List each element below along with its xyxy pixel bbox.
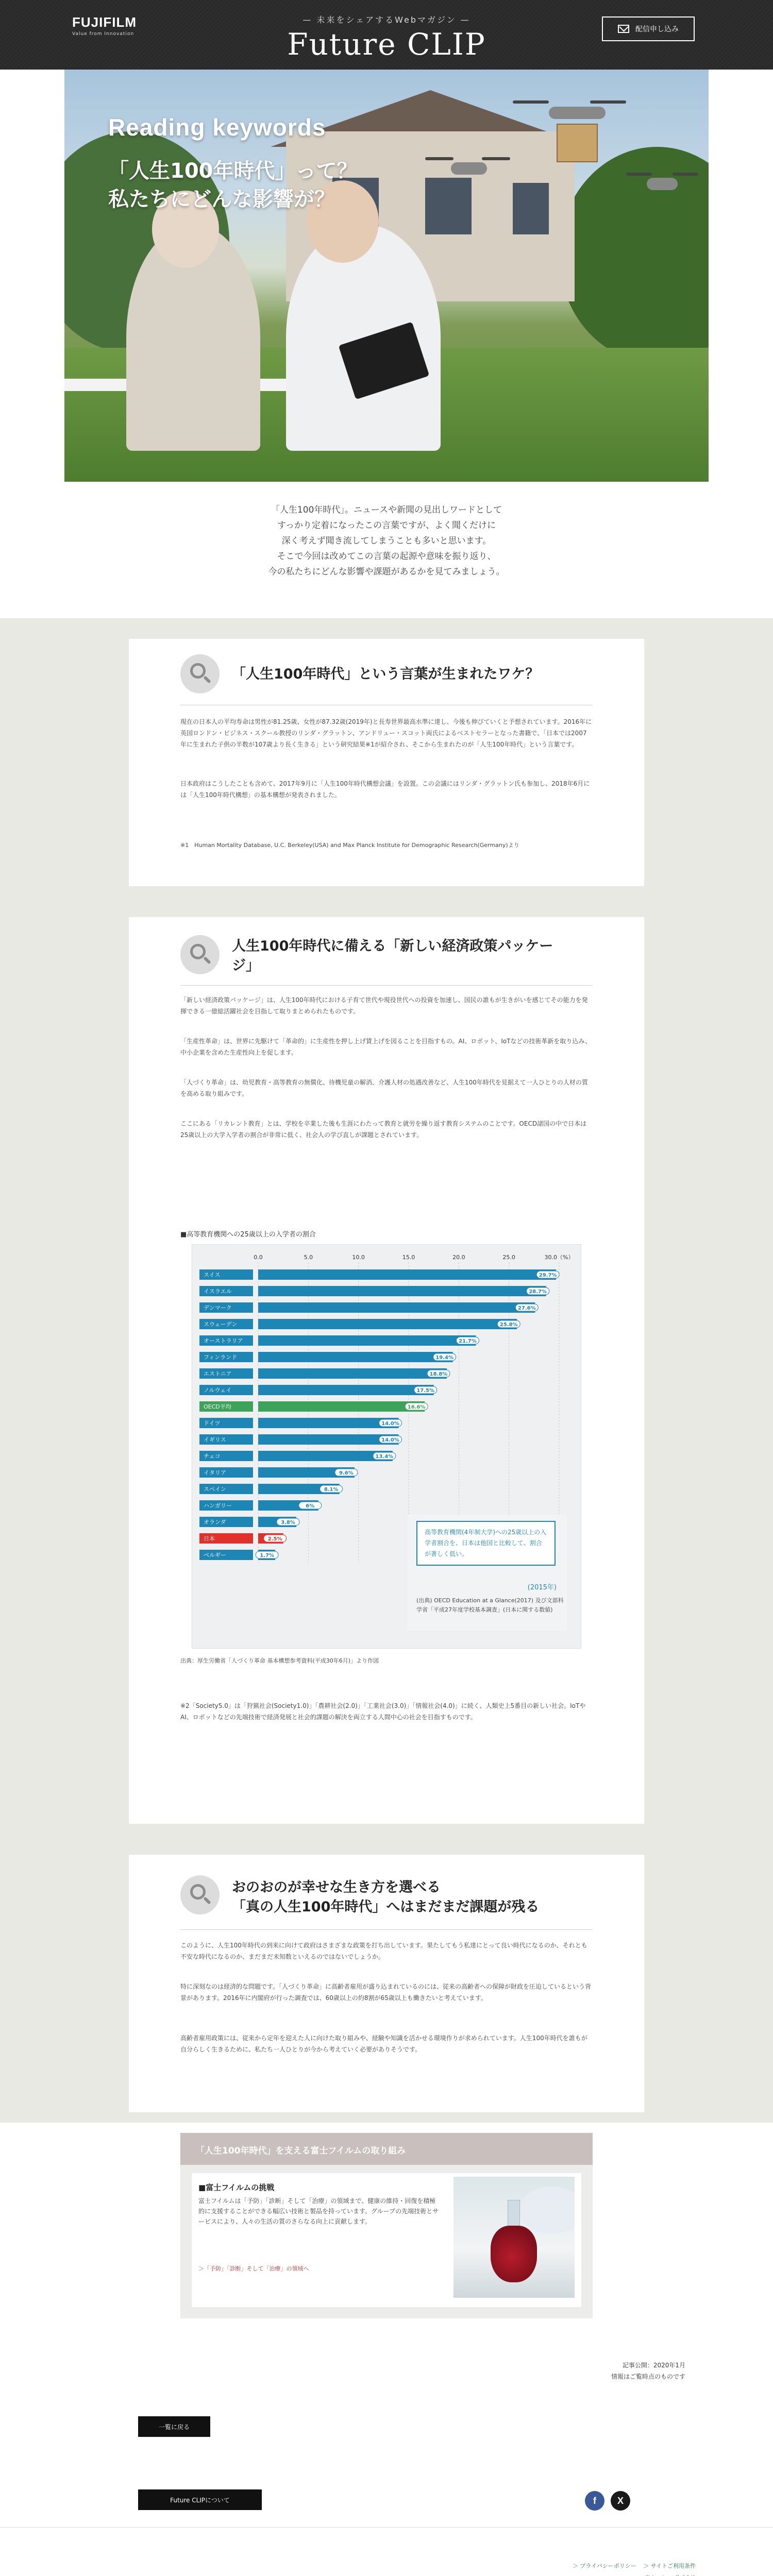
- tree-shape: [559, 147, 709, 363]
- chart-value-label: 18.8%: [429, 1371, 448, 1377]
- terms-of-use-link[interactable]: ＞ サイトご利用条件: [643, 2563, 696, 2569]
- chart-value-label: 13.4%: [375, 1454, 394, 1460]
- chart-value-label: 1.7%: [260, 1553, 274, 1558]
- chart-category-label: スウェーデン: [204, 1321, 238, 1328]
- subscribe-label: 配信申し込み: [635, 25, 679, 33]
- chart-bar: [258, 1418, 399, 1428]
- mail-icon: [618, 25, 629, 33]
- hero-kicker: Reading keywords: [108, 114, 326, 141]
- section2-title-line1: 人生100年時代に備える「新しい経済政策パッケー: [232, 938, 553, 954]
- section2-title-line2: ジ」: [232, 958, 260, 974]
- chart-bar: [258, 1368, 447, 1379]
- chart-category-label: イタリア: [204, 1469, 226, 1476]
- privacy-policy-link[interactable]: ＞ プライバシーポリシー: [572, 2563, 636, 2569]
- publish-date-line: 記事公開：2020年1月: [622, 2362, 685, 2369]
- chart-tick-label: 15.0: [402, 1254, 415, 1261]
- chart-value-label: 17.5%: [416, 1388, 435, 1394]
- chart-source: 出典：厚生労働省「人づくり革命 基本構想参考資料(平成30年6月)」より作図: [180, 1657, 379, 1664]
- chart-bar: [258, 1319, 517, 1329]
- intro-line: すっかり定着になったこの言葉ですが、よく聞くだけに: [277, 520, 496, 531]
- section2-paragraph: 「生産性革命」は、世界に先駆けて「革命的」に生産性を押し上げ賃上げを図ることを目指すもの。AI、ロボット、IoTなどの技術革新を取り込み、中小企業を含めた生産性向上を促します。: [180, 1038, 592, 1056]
- chart-note-text: 高等教育機関(4年制大学)への25歳以上の入学者割合を、日本は他国と比較して、割合が著しく低い。: [416, 1521, 556, 1566]
- divider: [180, 985, 593, 986]
- section1-paragraph: 現在の日本人の平均寿命は男性が81.25歳、女性が87.32歳(2019年)と長寿世界最高水準に達し、今後も伸びていくと予想されています。2016年に英国ロンドン・ビジネス・スクール教授のリンダ・グラットン、アンドリュー・スコット両氏によるベストセラーとなった書籍で、「日本では2007年に生まれた子供の半数が107歳より長く生きる」という研究結果※1が紹介され、そこから生まれたのが「人生100年時代」という言葉です。: [180, 718, 592, 748]
- chart-tick-label: 20.0: [452, 1254, 465, 1261]
- fujifilm-box-header: 「人生100年時代」を支える富士フイルムの取り組み: [180, 2133, 593, 2165]
- chart-value-label: 2.5%: [267, 1536, 282, 1542]
- chart-value-label: 14.0%: [381, 1421, 399, 1427]
- section2-paragraph: ここにある「リカレント教育」とは、学校を卒業した後も生涯にわたって教育と就労を繰り返す教育システムのことです。OECD諸国の中で日本は25歳以上の大学入学者の割合が非常に低く、社会人の学び直しが課題とされています。: [180, 1120, 587, 1139]
- section2-footnote: ※2「Society5.0」は「狩猟社会(Society1.0)」「農耕社会(2.0)」「工業社会(3.0)」「情報社会(4.0)」に続く、人類史上5番目の新しい社会。IoTやAI、ロボットなどの先端技術で経済発展と社会的課題の解決を両立する人間中心の社会を目指すものです。: [180, 1702, 586, 1721]
- intro-text: [0, 502, 773, 580]
- chart-category-label: エストニア: [204, 1370, 232, 1377]
- publish-date-note: 情報はご覧時点のものです: [611, 2373, 685, 2380]
- chart-bar: [258, 1335, 476, 1346]
- chart-category-label: イスラエル: [204, 1288, 232, 1295]
- chart-bar: [258, 1269, 556, 1280]
- house-window: [425, 178, 472, 234]
- chart-note-year: (2015年): [527, 1584, 557, 1591]
- chart-category-label: チェコ: [204, 1453, 221, 1460]
- intro-line: 深く考えず聞き流してしまうことも多いと思います。: [281, 536, 492, 546]
- logo-subtext: Value from Innovation: [72, 31, 135, 37]
- copyright: [557, 2573, 696, 2576]
- chart-category-label: デンマーク: [204, 1304, 232, 1311]
- section-challenges: [0, 1834, 773, 2123]
- back-to-list-button[interactable]: 一覧に戻る: [138, 2416, 210, 2437]
- chart-note-source: (出典) OECD Education at a Glance(2017) 及び文部科学省「平成27年度学校基本調査」(日本に関する数値): [416, 1597, 564, 1613]
- chart-value-label: 25.8%: [499, 1322, 518, 1328]
- chart-category-label: OECD平均: [204, 1403, 231, 1410]
- chart-category-label: フィンランド: [204, 1354, 238, 1361]
- section1-paragraph: 日本政府はこうしたことも含めて、2017年9月に「人生100年時代構想会議」を設置。この会議にはリンダ・グラットン氏も参加し、2018年6月には「人生100年時代構想」の基本構想が発表されました。: [180, 780, 590, 799]
- subscribe-button[interactable]: [602, 16, 695, 41]
- chart-value-label: 6%: [306, 1503, 315, 1509]
- chart-category-label: オランダ: [204, 1519, 226, 1526]
- site-tagline: — 未来をシェアするWebマガジン —: [303, 15, 470, 25]
- section1-footnote: ※1 Human Mortality Database, U.C. Berkeley(USA) and Max Planck Institute for Demographic Research(Germany)より: [180, 842, 519, 849]
- chart-category-label: ベルギー: [204, 1552, 226, 1558]
- section-origin: [0, 618, 773, 896]
- lab-flask-photo: [453, 2177, 575, 2298]
- chart-bar: [258, 1385, 434, 1395]
- hero-headline-line1: 「人生100年時代」って？: [108, 159, 358, 183]
- x-share-icon[interactable]: X: [611, 2491, 630, 2511]
- chart-bar: [258, 1401, 425, 1412]
- chart-bar: [258, 1451, 393, 1461]
- site-header: [0, 0, 773, 70]
- intro-line: そこで今回は改めてこの言葉の起源や意味を振り返り、: [277, 551, 496, 562]
- chart-value-label: 29.7%: [539, 1273, 557, 1278]
- hero-image: [64, 70, 709, 482]
- chart-category-label: ハンガリー: [204, 1502, 232, 1509]
- chart-category-label: イギリス: [204, 1436, 226, 1443]
- chart-category-label: ノルウェイ: [204, 1387, 232, 1394]
- fujifilm-box-subtitle: ■富士フイルムの挑戦: [198, 2183, 275, 2192]
- chart-bar: [258, 1286, 546, 1296]
- chart-caption: ■高等教育機関への25歳以上の入学者の割合: [180, 1231, 316, 1239]
- section2-paragraph: 「新しい経済政策パッケージ」は、人生100年時代における子育て世代や現役世代への投資を加速し、国民の誰もが生きがいを感じてその能力を発揮できる一億総活躍社会を目指して取りまとめられたものです。: [180, 996, 588, 1015]
- chart-tick-label: 10.0: [352, 1254, 365, 1261]
- divider: [180, 1929, 593, 1930]
- chart-category-label: 日本: [204, 1535, 215, 1542]
- chart-value-label: 27.6%: [517, 1306, 536, 1311]
- magnifier-icon: [180, 654, 220, 693]
- chart-tick-label: 0.0: [254, 1254, 263, 1261]
- chart-bar: [258, 1434, 399, 1445]
- section3-title-line1: おのおのが幸せな生き方を選べる: [232, 1879, 441, 1895]
- house-window: [513, 183, 549, 234]
- glove-shape: [520, 2187, 575, 2233]
- chart-bar: [258, 1302, 535, 1313]
- chart-category-label: ドイツ: [204, 1420, 221, 1427]
- magnifier-icon: [180, 935, 220, 974]
- chart-tick-label: 25.0: [502, 1254, 515, 1261]
- chart-category-label: スイス: [204, 1272, 221, 1278]
- chart-category-label: スペイン: [204, 1486, 226, 1493]
- about-future-clip-button[interactable]: Future CLIPについて: [138, 2489, 262, 2510]
- chart-value-label: 21.7%: [459, 1338, 477, 1344]
- facebook-share-icon[interactable]: f: [585, 2491, 604, 2511]
- section3-paragraph: このように、人生100年時代の到来に向けて政府はさまざまな政策を打ち出しています。果たしてもう私達にとって良い時代になるのか、それとも不安な時代になるのか、まだまだ未知数といえるのではないでしょうか。: [180, 1942, 587, 1960]
- chart-tick-label: 30.0（%）: [544, 1254, 574, 1261]
- chart-value-label: 9.6%: [339, 1470, 354, 1476]
- logo-text: FUJIFILM: [72, 14, 137, 30]
- chart-value-label: 3.8%: [281, 1520, 295, 1526]
- chart-value-label: 19.4%: [435, 1355, 454, 1361]
- section3-paragraph: 特に深刻なのは経済的な問題です。「人づくり革命」に高齢者雇用が盛り込まれているのには、従来の高齢者への保障が財政を圧迫しているという背景があります。2016年に内閣府が行った調査では、60歳以上の約8割が65歳以上も働きたいと考えています。: [180, 1983, 592, 2002]
- intro-line: 今の私たちにどんな影響や課題があるかを見てみましょう。: [268, 567, 505, 577]
- section2-paragraph: 「人づくり革命」は、幼児教育・高等教育の無償化、待機児童の解消、介護人材の処遇改善など、人生100年時代を見据えて一人ひとりの人材の質を高める取り組みです。: [180, 1079, 588, 1097]
- publish-date: [515, 2360, 685, 2382]
- footer-divider: [0, 2527, 773, 2528]
- hero-headline-line2: 私たちにどんな影響が？: [108, 188, 335, 211]
- chart-value-label: 14.0%: [381, 1437, 399, 1443]
- chart-value-label: 28.7%: [529, 1289, 547, 1295]
- magnifier-icon: [180, 1875, 220, 1914]
- section1-title: 「人生100年時代」という言葉が生まれたワケ？: [232, 666, 540, 682]
- chart-value-label: 8.1%: [324, 1487, 339, 1493]
- footer-links: [557, 2562, 696, 2570]
- chart-value-label: 16.6%: [407, 1404, 426, 1410]
- intro-line: 「人生100年時代」。ニュースや新聞の見出しワードとして: [271, 505, 502, 515]
- section3-title-line2: 「真の人生100年時代」へはまだまだ課題が残る: [232, 1899, 540, 1915]
- chart-tick-label: 5.0: [304, 1254, 313, 1261]
- flask-icon: [491, 2226, 537, 2282]
- fujifilm-box-link[interactable]: ＞「予防」「診断」そして「治療」の領域へ: [198, 2265, 309, 2272]
- chart-bar: [258, 1352, 453, 1362]
- fujifilm-box-text: 富士フイルムは「予防」「診断」そして「治療」の領域まで、健康の維持・回復を積極的に支援することができる幅広い技術と製品を持っています。グループの先端技術とサービスにより、人々の生活の質のさらなる向上に貢献します。: [198, 2197, 439, 2225]
- section3-paragraph: 高齢者雇用政策には、従来から定年を迎えた人に向けた取り組みや、経験や知識を活かせる環境作りが求められています。人生100年時代を誰もが自分らしく生きるために、私たち一人ひとりが今から考えていく必要がありそうです。: [180, 2035, 587, 2053]
- chart-category-label: オーストラリア: [204, 1337, 243, 1344]
- site-title[interactable]: Future CLIP: [287, 27, 486, 62]
